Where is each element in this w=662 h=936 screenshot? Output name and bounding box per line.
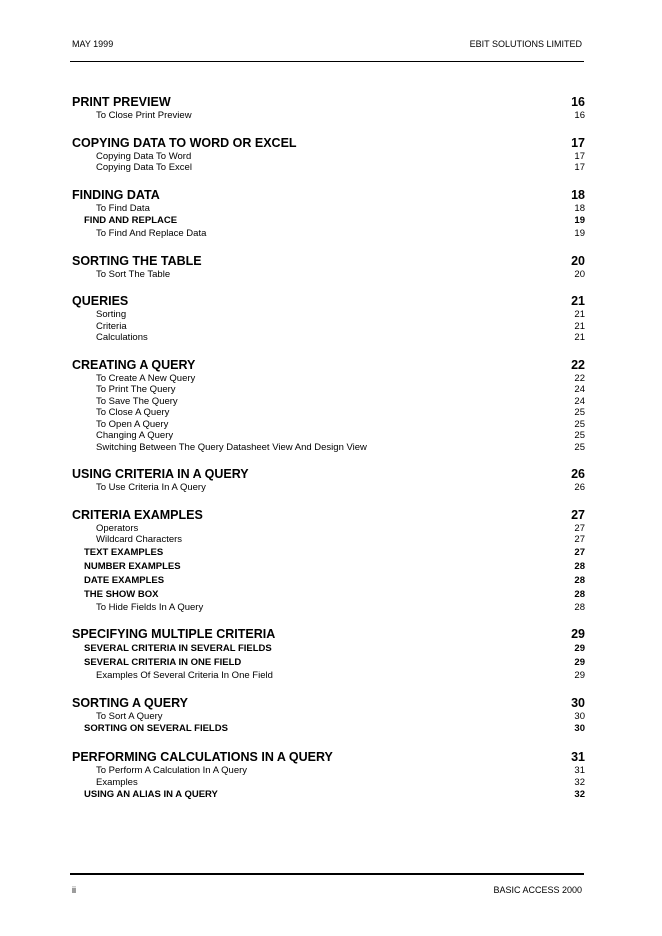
- toc-heading-page: 26: [571, 467, 585, 481]
- footer-document-title: BASIC ACCESS 2000: [493, 885, 582, 895]
- toc-item[interactable]: [72, 162, 585, 174]
- toc-entry-title: To Save The Query: [96, 395, 178, 407]
- toc-section: [72, 750, 585, 802]
- toc-entry-page: 25: [574, 441, 585, 453]
- toc-item[interactable]: [72, 430, 585, 442]
- toc-item[interactable]: [72, 777, 585, 789]
- toc-entry-title: Examples Of Several Criteria In One Field: [96, 670, 273, 681]
- toc-entry-page: 28: [574, 574, 585, 586]
- toc-heading-page: 29: [571, 627, 585, 641]
- toc-heading[interactable]: [72, 188, 585, 203]
- toc-subheading[interactable]: [72, 656, 585, 670]
- toc-entry-page: 24: [574, 384, 585, 395]
- toc-heading-title: QUERIES: [72, 294, 129, 308]
- toc-entry-title: SORTING ON SEVERAL FIELDS: [84, 723, 228, 734]
- toc-item[interactable]: [72, 228, 585, 240]
- toc-heading[interactable]: [72, 358, 585, 373]
- toc-entry-page: 16: [574, 110, 585, 121]
- toc-item[interactable]: [72, 765, 585, 777]
- toc-item[interactable]: [72, 396, 585, 408]
- toc-entry-page: 19: [574, 215, 585, 226]
- toc-heading[interactable]: [72, 294, 585, 309]
- toc-heading-page: 27: [571, 507, 585, 522]
- toc-subheading[interactable]: [72, 214, 585, 228]
- toc-entry-title: TEXT EXAMPLES: [84, 546, 164, 558]
- toc-entry-title: Operators: [96, 522, 139, 534]
- toc-item[interactable]: [72, 419, 585, 431]
- toc-subheading[interactable]: [72, 560, 585, 574]
- toc-entry-page: 27: [574, 546, 585, 558]
- toc-section: [72, 696, 585, 737]
- toc-heading-page: 20: [571, 253, 585, 268]
- toc-entry-title: To Sort A Query: [96, 710, 163, 722]
- toc-heading-title: CREATING A QUERY: [72, 357, 196, 372]
- footer-page-number: ii: [72, 885, 76, 895]
- toc-entry-page: 27: [574, 534, 585, 545]
- toc-entry-title: Sorting: [96, 309, 127, 320]
- toc-entry-title: SEVERAL CRITERIA IN ONE FIELD: [84, 657, 242, 668]
- toc-section: [72, 508, 585, 614]
- toc-entry-page: 28: [574, 588, 585, 600]
- toc-entry-title: NUMBER EXAMPLES: [84, 560, 181, 572]
- toc-heading[interactable]: [72, 254, 585, 269]
- toc-item[interactable]: [72, 269, 585, 281]
- toc-entry-title: DATE EXAMPLES: [84, 574, 165, 586]
- toc-heading-page: 31: [571, 750, 585, 764]
- toc-section: [72, 254, 585, 281]
- toc-heading[interactable]: [72, 467, 585, 482]
- toc-entry-title: THE SHOW BOX: [84, 588, 159, 600]
- toc-heading-title: SPECIFYING MULTIPLE CRITERIA: [72, 627, 276, 641]
- toc-section: [72, 294, 585, 344]
- toc-heading[interactable]: [72, 750, 585, 765]
- toc-entry-title: Switching Between The Query Datasheet View And Design View: [96, 441, 367, 453]
- toc-item[interactable]: [72, 482, 585, 494]
- toc-item[interactable]: [72, 442, 585, 454]
- toc-heading-title: CRITERIA EXAMPLES: [72, 507, 203, 522]
- toc-heading-page: 30: [571, 695, 585, 710]
- toc-entry-page: 18: [574, 202, 585, 214]
- toc-entry-title: To Open A Query: [96, 418, 169, 430]
- toc-entry-title: Examples: [96, 776, 138, 788]
- toc-item[interactable]: [72, 151, 585, 163]
- toc-heading-title: PRINT PREVIEW: [72, 95, 171, 109]
- toc-item[interactable]: [72, 373, 585, 385]
- toc-heading-page: 16: [571, 95, 585, 109]
- toc-item[interactable]: [72, 711, 585, 723]
- toc-entry-title: Copying Data To Excel: [96, 162, 192, 173]
- toc-entry-title: Changing A Query: [96, 430, 174, 441]
- toc-heading-title: SORTING THE TABLE: [72, 253, 202, 268]
- toc-heading-page: 17: [571, 135, 585, 150]
- toc-entry-page: 29: [574, 643, 585, 654]
- toc-entry-title: SEVERAL CRITERIA IN SEVERAL FIELDS: [84, 643, 272, 654]
- toc-entry-page: 32: [574, 789, 585, 800]
- toc-subheading[interactable]: [72, 722, 585, 736]
- toc-entry-title: To Find Data: [96, 202, 150, 214]
- toc-entry-page: 32: [574, 776, 585, 788]
- toc-entry-title: Criteria: [96, 320, 127, 332]
- toc-entry-page: 21: [574, 332, 585, 343]
- toc-entry-page: 28: [574, 560, 585, 572]
- toc-entry-title: To Close Print Preview: [96, 110, 192, 121]
- toc-entry-page: 21: [574, 309, 585, 320]
- toc-entry-title: Calculations: [96, 332, 148, 343]
- toc-entry-title: To Close A Query: [96, 407, 170, 418]
- toc-entry-page: 30: [574, 723, 585, 734]
- toc-entry-title: FIND AND REPLACE: [84, 215, 178, 226]
- toc-section: [72, 358, 585, 454]
- toc-heading[interactable]: [72, 696, 585, 711]
- toc-section: [72, 136, 585, 174]
- toc-subheading[interactable]: [72, 788, 585, 802]
- toc-entry-title: Wildcard Characters: [96, 534, 183, 545]
- toc-heading-page: 18: [571, 187, 585, 202]
- toc-subheading[interactable]: [72, 546, 585, 560]
- footer-rule: [70, 873, 584, 875]
- header-date: MAY 1999: [72, 39, 114, 49]
- toc-section: [72, 627, 585, 682]
- toc-subheading[interactable]: [72, 588, 585, 602]
- toc-entry-title: To Use Criteria In A Query: [96, 482, 206, 493]
- toc-entry-title: To Sort The Table: [96, 268, 171, 280]
- toc-section: [72, 95, 585, 122]
- toc-heading[interactable]: [72, 508, 585, 523]
- toc-heading-title: USING CRITERIA IN A QUERY: [72, 467, 249, 481]
- toc-heading-page: 21: [571, 294, 585, 308]
- toc-heading-title: SORTING A QUERY: [72, 695, 188, 710]
- toc-heading-title: FINDING DATA: [72, 187, 160, 202]
- toc-section: [72, 188, 585, 240]
- toc-heading[interactable]: [72, 136, 585, 151]
- toc-item[interactable]: [72, 602, 585, 614]
- toc-entry-page: 29: [574, 657, 585, 668]
- toc-entry-title: To Hide Fields In A Query: [96, 601, 204, 613]
- toc-entry-page: 27: [574, 522, 585, 534]
- toc-item[interactable]: [72, 534, 585, 546]
- toc-entry-title: To Find And Replace Data: [96, 228, 207, 239]
- toc-section: [72, 467, 585, 494]
- toc-entry-page: 17: [574, 162, 585, 173]
- toc-entry-page: 20: [574, 268, 585, 280]
- toc-entry-title: Copying Data To Word: [96, 150, 192, 162]
- table-of-contents: [72, 95, 585, 816]
- toc-entry-title: To Create A New Query: [96, 372, 196, 384]
- toc-entry-page: 25: [574, 430, 585, 441]
- toc-item[interactable]: [72, 332, 585, 344]
- toc-entry-page: 28: [574, 601, 585, 613]
- toc-entry-page: 29: [574, 670, 585, 681]
- toc-heading[interactable]: [72, 95, 585, 110]
- toc-item[interactable]: [72, 110, 585, 122]
- toc-entry-page: 30: [574, 710, 585, 722]
- header-rule: [70, 61, 584, 62]
- toc-item[interactable]: [72, 670, 585, 682]
- toc-item[interactable]: [72, 523, 585, 535]
- toc-item[interactable]: [72, 407, 585, 419]
- toc-heading-title: PERFORMING CALCULATIONS IN A QUERY: [72, 750, 333, 764]
- toc-entry-title: To Print The Query: [96, 384, 176, 395]
- toc-item[interactable]: [72, 321, 585, 333]
- toc-heading-page: 22: [571, 357, 585, 372]
- toc-entry-page: 22: [574, 372, 585, 384]
- toc-entry-page: 26: [574, 482, 585, 493]
- toc-entry-page: 19: [574, 228, 585, 239]
- toc-entry-page: 31: [574, 765, 585, 776]
- toc-heading-title: COPYING DATA TO WORD OR EXCEL: [72, 135, 297, 150]
- toc-heading[interactable]: [72, 627, 585, 642]
- toc-item[interactable]: [72, 384, 585, 396]
- toc-entry-title: USING AN ALIAS IN A QUERY: [84, 789, 218, 800]
- toc-entry-page: 21: [574, 320, 585, 332]
- toc-item[interactable]: [72, 203, 585, 215]
- toc-entry-page: 17: [574, 150, 585, 162]
- toc-subheading[interactable]: [72, 574, 585, 588]
- toc-entry-page: 24: [574, 395, 585, 407]
- header-company: EBIT SOLUTIONS LIMITED: [469, 39, 582, 49]
- toc-subheading[interactable]: [72, 642, 585, 656]
- toc-entry-page: 25: [574, 407, 585, 418]
- toc-entry-title: To Perform A Calculation In A Query: [96, 765, 248, 776]
- toc-entry-page: 25: [574, 418, 585, 430]
- toc-item[interactable]: [72, 309, 585, 321]
